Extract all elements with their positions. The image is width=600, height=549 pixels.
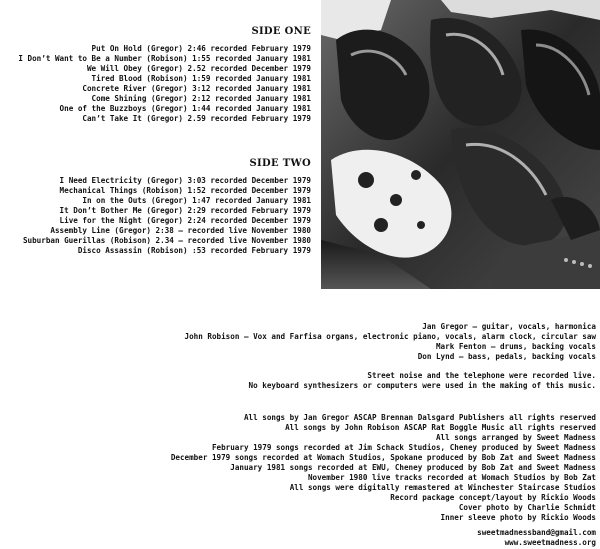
track-item: Disco Assassin (Robison) :53 recorded February 1979 [77,246,311,255]
personnel-item: Don Lynd – bass, pedals, backing vocals [417,352,596,361]
credit-line: January 1981 songs recorded at EWU, Cheney produced by Bob Zat and Sweet Madness [230,463,596,472]
credit-line: February 1979 songs recorded at Jim Schack Studios, Cheney produced by Sweet Madness [211,443,596,452]
note-line: Street noise and the telephone were recorded live. [367,371,596,380]
track-item: I Need Electricity (Gregor) 3:03 recorded December 1979 [59,176,311,185]
track-item: In on the Outs (Gregor) 1:47 recorded January 1981 [82,196,311,205]
side-one-heading: SIDE ONE [251,26,311,37]
track-item: Mechanical Things (Robison) 1:52 recorded December 1979 [59,186,311,195]
personnel-item: John Robison – Vox and Farfisa organs, electronic piano, vocals, alarm clock, circular saw [184,332,596,341]
credit-line: All songs by John Robison ASCAP Rat Boggle Music all rights reserved [285,423,596,432]
boots-photo-graphic [321,0,600,289]
credit-line: Cover photo by Charlie Schmidt [458,503,596,512]
credit-line: Inner sleeve photo by Rickio Woods [440,513,596,522]
production-credits [126,413,596,523]
track-item: Put On Hold (Gregor) 2:46 recorded February 1979 [91,44,311,53]
credit-line: All songs by Jan Gregor ASCAP Brennan Dalsgard Publishers all rights reserved [243,413,596,422]
contact-email[interactable]: sweetmadnessband@gmail.com [477,528,596,537]
personnel-item: Mark Fenton – drums, backing vocals [435,342,596,351]
track-item: One of the Buzzboys (Gregor) 1:44 recorded January 1981 [59,104,311,113]
track-item: Concrete River (Gregor) 3:12 recorded January 1981 [82,84,311,93]
side-two-heading: SIDE TWO [249,158,311,169]
track-item: Suburban Guerillas (Robison) 2.34 – recorded live November 1980 [22,236,311,245]
side-two-tracklist [0,176,311,256]
note-line: No keyboard synthesizers or computers were used in the making of this music. [248,381,596,390]
credit-line: November 1980 live tracks recorded at Womach Studios by Bob Zat [307,473,596,482]
credit-line: All songs arranged by Sweet Madness [435,433,596,442]
contact-info [126,528,596,548]
track-item: We Will Obey (Gregor) 2.52 recorded December 1979 [86,64,311,73]
contact-website[interactable]: www.sweetmadness.org [504,538,596,547]
track-item: I Don’t Want to Be a Number (Robison) 1:55 recorded January 1981 [18,54,311,63]
side-one-tracklist [0,44,311,124]
track-item: It Don’t Bother Me (Gregor) 2:29 recorded February 1979 [59,206,311,215]
credit-line: December 1979 songs recorded at Womach Studios, Spokane produced by Bob Zat and Sweet Madness [170,453,596,462]
credit-line: Record package concept/layout by Rickio Woods [390,493,596,502]
track-item: Can’t Take It (Gregor) 2.59 recorded February 1979 [82,114,311,123]
track-item: Live for the Night (Gregor) 2:24 recorded December 1979 [59,216,311,225]
track-item: Come Shining (Gregor) 2:12 recorded January 1981 [91,94,311,103]
track-item: Tired Blood (Robison) 1:59 recorded January 1981 [91,74,311,83]
credit-line: All songs were digitally remastered at Winchester Staircase Studios [289,483,596,492]
personnel-item: Jan Gregor – guitar, vocals, harmonica [422,322,596,331]
boots-photo [321,0,600,289]
personnel-list [126,322,596,362]
track-item: Assembly Line (Gregor) 2:38 – recorded live November 1980 [50,226,311,235]
recording-notes [126,371,596,391]
